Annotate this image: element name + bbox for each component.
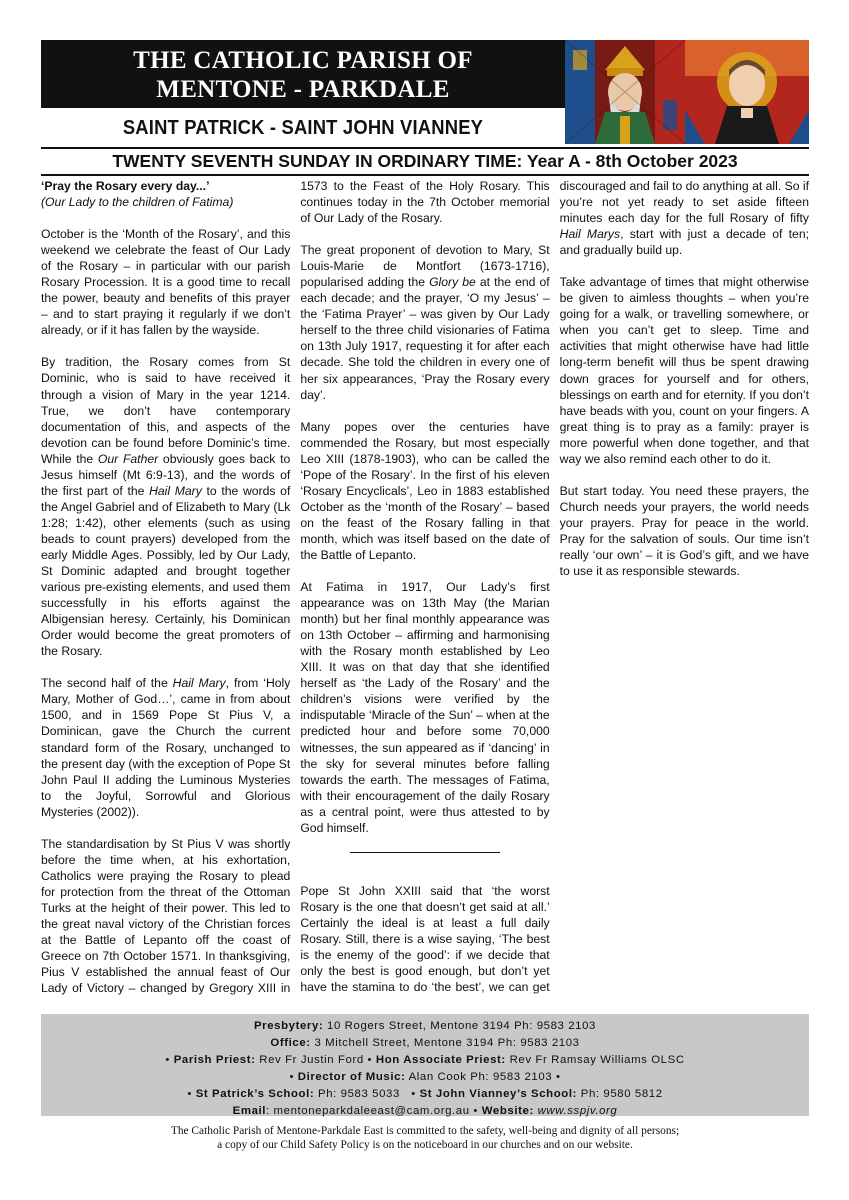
email-address[interactable]: : mentoneparkdaleeast@cam.org.au [266,1105,470,1117]
article-paragraph-1: October is the ‘Month of the Rosary’, and this weekend we celebrate the feast of Our Lady of the Rosary – in particular with our parish Rosary Procession. It is a good time to recall the power, beauty and benefits of this prayer – and to start praying it regularly if we don’t already, or if it has fallen by the wayside. [41,227,291,338]
article-paragraph-10: But start today. You need these prayers, the Church needs your prayers, the world needs your prayers. Pray for peace in the world. Pray for the salvation of souls. Our time isn’t really ‘our own’ – it is God’s gift, and we have to use it as responsible stewards. [559,483,809,579]
article-paragraph-8: Pope St John XXIII said that ‘the worst Rosary is the one that doesn’t get said at all.’ Certainly the ideal is at least a full daily Rosary. Still, there is a wise saying, ‘The best is the enemy of the good’: if we decide that only the best is good enough, but don’t yet have the stamina to do ‘the best’, we can get discouraged and fail to do anything at all. So if you’re not yet ready to set aside fifteen minutes each day for the full Rosary of fifty Hail Marys, start with just a decade of ten; and gradually build up. [300,179,809,995]
website-link[interactable]: www.sspjv.org [537,1105,618,1117]
schools-line: • St Patrick’s School: Ph: 9583 5033 • St John Vianney’s School: Ph: 9580 5812 [187,1088,663,1100]
child-safety-note-line1: The Catholic Parish of Mentone-Parkdale East is committed to the safety, well-being and dignity of all persons; [170,1125,680,1137]
article-paragraph-7: At Fatima in 1917, Our Lady’s first appearance was on 13th May (the Marian month) but her final monthly appearance was on 13th October – affirming and harmonising with the Rosary month established by Leo XIII. It was on that day that she identified herself as ‘the Lady of the Rosary’ and the children’s visions were verified by the indisputable ‘Miracle of the Sun’ – when at the predicted hour and before some 70,000 witnesses, the sun appeared as if ‘dancing’ in the sky for several minutes before falling towards the earth. The messages of Fatima, with their encouragement of the daily Rosary as a central point, were thus attested to by God himself. [300,580,550,835]
article-paragraph-3: The second half of the Hail Mary, from ‘Holy Mary, Mother of God…’, came in from about 1500, and in 1569 Pope St Pius V, a Dominican, gave the Church the current standard form of the Rosary, unchanged to the present day (with the exception of Pope St John Paul II adding the Luminous Mysteries to the Joyful, Sorrowful and Glorious Mysteries (2002)). [41,676,291,819]
liturgical-date-heading: TWENTY SEVENTH SUNDAY IN ORDINARY TIME: Year A - 8th October 2023 [112,151,738,171]
email-website-line: Email: mentoneparkdaleeast@cam.org.au • Website: www.sspjv.org [232,1105,618,1117]
presbytery-line: Presbytery: 10 Rogers Street, Mentone 3194 Ph: 9583 2103 [253,1020,596,1032]
child-safety-note [41,1124,809,1152]
header-rule-bottom [41,174,809,176]
article-paragraph-9: Take advantage of times that might otherwise be given to aimless thoughts – when you’re going for a walk, or travelling somewhere, or when you can’t get to sleep. Time and activities that might otherwise have had little long-term benefit will thus be spent drawing down graces for yourself and for others, blessings on earth and for eternity. If you don’t have beads with you, count on your fingers. A great thing is to pray as a family: prayer is more powerful when done together, and that way we also remind each other to do it. [559,275,809,466]
parish-contact-box [41,1014,809,1116]
article-paragraph-5: The great proponent of devotion to Mary, St Louis-Marie de Montfort (1673-1716), popularised adding the Glory be at the end of each decade; and the prayer, ‘O my Jesus’ – the ‘Fatima Prayer’ – was given by Our Lady herself to the three child visionaries of Fatima on 13th July 1917, requesting it for after each decade. She told the children in every one of her six appearances, ‘Pray the Rosary every day’. [300,243,550,402]
parish-title-banner [41,40,565,108]
saint-patrick-stained-glass-image [565,40,685,144]
stained-glass-images [565,40,809,144]
article-paragraph-2: By tradition, the Rosary comes from St Dominic, who is said to have received it through a vision of Mary in the year 1214. True, we don’t have contemporary documentation of this, and aspects of the devotion can be found before Dominic’s time. While the Our Father obviously goes back to Jesus himself (Mt 6:9-13), and the words of the first part of the Hail Mary to the words of the Angel Gabriel and of Elizabeth to Mary (Lk 1:28; 1:42), other elements (such as using beads to count prayers) developed from the early Middle Ages. Possibly, led by Our Lady, St Dominic adapted and brought together various pre-existing elements, and used them successfully in his efforts against the Albigensian heresy. Certainly, his Dominican Order would become the great promoters of the Rosary. [41,355,291,659]
article-paragraph-4: The standardisation by St Pius V was shortly before the time when, at his exhortation, Catholics were praying the Rosary to plead for protection from the threat of the Ottoman Turks at the height of their power. This led to the great naval victory of the Christian forces at the Battle of Lepanto off the coast of Greece on 7th October 1571. In thanksgiving, Pius V established the annual feast of Our Lady of Victory – changed by Gregory XIII in 1573 to the Feast of the Holy Rosary. This continues today in the 7th October memorial of Our Lady of the Rosary. [41,179,550,996]
office-line: Office: 3 Mitchell Street, Mentone 3194 Ph: 9583 2103 [270,1037,580,1049]
article-paragraph-6: Many popes over the centuries have commended the Rosary, but most especially Leo XIII (1878-1903), who can be called the ‘Pope of the Rosary’. In the first of his eleven ‘Rosary Encyclicals’, Leo in 1883 established October as the ‘month of the Rosary’ – based on the feast of the Rosary falling in that month, which was itself based on the date of the Battle of Lepanto. [300,419,550,562]
child-safety-note-line2: a copy of our Child Safety Policy is on the noticeboard in our churches and on our website. [217,1139,633,1151]
clergy-line: • Parish Priest: Rev Fr Justin Ford • Hon Associate Priest: Rev Fr Ramsay Williams OLSC [165,1054,685,1066]
article-columns [41,178,809,1004]
parish-title-line1: THE CATHOLIC PARISH OF [133,47,473,74]
article-subheading: (Our Lady to the children of Fatima) [41,195,234,210]
saints-subtitle: SAINT PATRICK - SAINT JOHN VIANNEY [122,117,484,139]
parish-title-line2: MENTONE - PARKDALE [156,76,450,103]
music-line: • Director of Music: Alan Cook Ph: 9583 2103 • [289,1071,561,1083]
article-heading: ‘Pray the Rosary every day...’ [41,179,210,193]
saint-john-vianney-stained-glass-image [685,40,809,144]
section-divider [350,852,500,853]
